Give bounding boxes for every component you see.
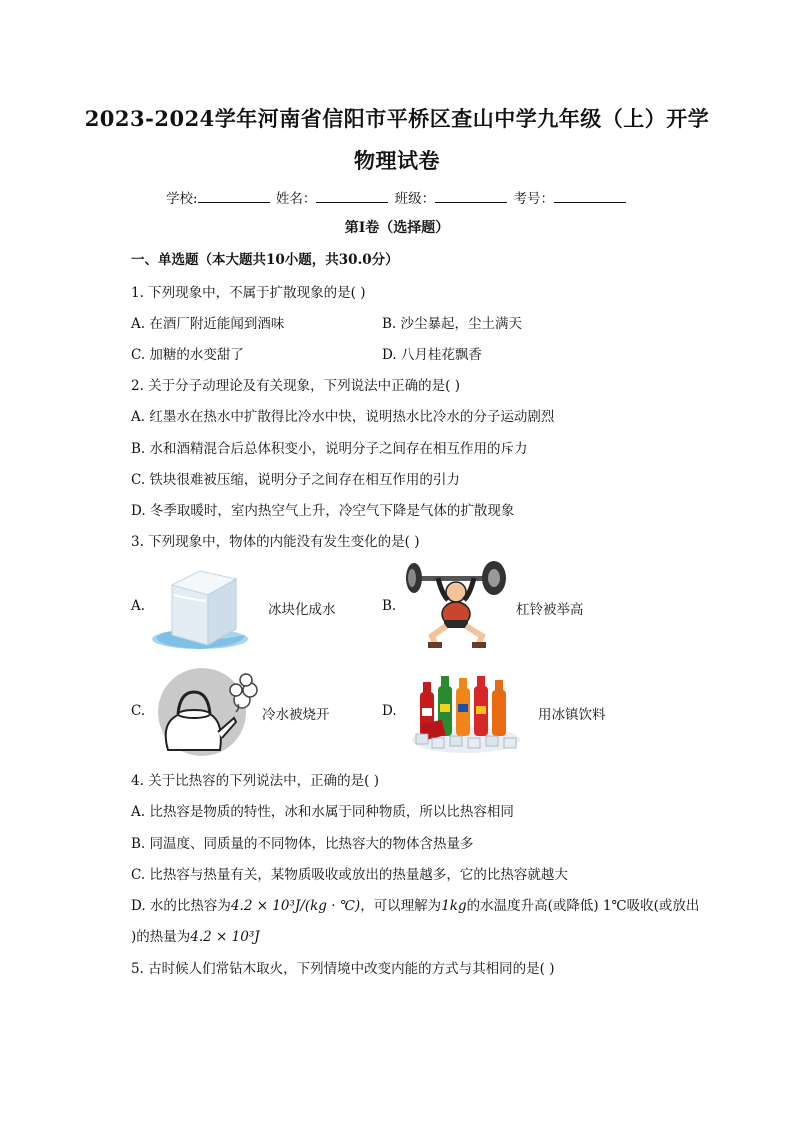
iced-drinks-icon xyxy=(410,664,522,754)
option-d-line2-prefix: )的热量为 xyxy=(131,929,191,945)
option-d-rest: 的水温度升高(或降低) 1℃吸收(或放出 xyxy=(466,898,700,914)
question-1-option-a[interactable]: A. 在酒厂附近能闻到酒味 xyxy=(131,316,285,332)
volume-heading: 第I卷（选择题） xyxy=(344,220,450,236)
question-4-option-b[interactable]: B. 同温度、同质量的不同物体，比热容大的物体含热量多 xyxy=(131,836,474,852)
question-1-option-d[interactable]: D. 八月桂花飘香 xyxy=(382,347,482,363)
question-5-stem: 5. 古时候人们常钻木取火，下列情境中改变内能的方式与其相同的是( ) xyxy=(131,961,555,977)
weightlifter-icon xyxy=(402,560,508,650)
ice-cube-melting-icon xyxy=(150,565,250,651)
question-2-stem: 2. 关于分子动理论及有关现象，下列说法中正确的是( ) xyxy=(131,378,460,394)
mass-value: 1kg xyxy=(441,898,467,914)
boiling-kettle-icon xyxy=(150,666,262,758)
question-4-option-a[interactable]: A. 比热容是物质的特性，冰和水属于同种物质，所以比热容相同 xyxy=(131,804,514,820)
question-1-option-c[interactable]: C. 加糖的水变甜了 xyxy=(131,347,244,363)
question-3-option-b-caption: 杠铃被举高 xyxy=(516,602,584,618)
question-3-option-a-caption: 冰块化成水 xyxy=(268,602,336,618)
question-3-option-a-letter[interactable]: A. xyxy=(131,598,146,614)
exam-no-blank[interactable] xyxy=(554,190,626,203)
option-d-middle: ，可以理解为 xyxy=(360,898,442,914)
school-label: 学校: xyxy=(166,191,198,207)
question-2-option-b[interactable]: B. 水和酒精混合后总体积变小，说明分子之间存在相互作用的斥力 xyxy=(131,441,528,457)
question-3-option-d-letter[interactable]: D. xyxy=(382,703,397,719)
section-heading: 一、单选题（本大题共10小题，共30.0分） xyxy=(131,252,399,268)
exam-title-line2: 物理试卷 xyxy=(354,148,440,173)
name-label: 姓名： xyxy=(275,191,317,207)
class-blank[interactable] xyxy=(435,190,507,203)
question-3-stem: 3. 下列现象中，物体的内能没有发生变化的是( ) xyxy=(131,534,420,550)
student-info-row xyxy=(0,187,794,207)
question-4-option-d[interactable] xyxy=(131,894,699,914)
class-label: 班级： xyxy=(394,191,436,207)
exam-title-line1: 2023-2024学年河南省信阳市平桥区查山中学九年级（上）开学 xyxy=(84,106,710,131)
exam-no-label: 考号： xyxy=(513,191,554,207)
question-4-option-c[interactable]: C. 比热容与热量有关，某物质吸收或放出的热量越多，它的比热容就越大 xyxy=(131,867,568,883)
question-1-option-b[interactable]: B. 沙尘暴起，尘土满天 xyxy=(382,316,523,332)
school-blank[interactable] xyxy=(198,190,270,203)
question-2-option-c[interactable]: C. 铁块很难被压缩，说明分子之间存在相互作用的引力 xyxy=(131,472,460,488)
question-3-option-c-caption: 冷水被烧开 xyxy=(262,707,330,723)
name-blank[interactable] xyxy=(316,190,388,203)
option-d-prefix: D. 水的比热容为 xyxy=(131,898,231,914)
question-3-option-c-letter[interactable]: C. xyxy=(131,703,146,719)
specific-heat-formula: 4.2 × 10³J/(kg · ℃) xyxy=(230,898,361,914)
question-2-option-a[interactable]: A. 红墨水在热水中扩散得比冷水中快，说明热水比冷水的分子运动剧烈 xyxy=(131,409,555,425)
question-4-option-d-line2 xyxy=(131,925,260,945)
question-2-option-d[interactable]: D. 冬季取暖时，室内热空气上升，冷空气下降是气体的扩散现象 xyxy=(131,503,515,519)
question-1-stem: 1. 下列现象中，不属于扩散现象的是( ) xyxy=(131,285,366,301)
question-4-stem: 4. 关于比热容的下列说法中，正确的是( ) xyxy=(131,773,379,789)
question-3-option-d-caption: 用冰镇饮料 xyxy=(538,707,606,723)
heat-amount-formula: 4.2 × 10³J xyxy=(190,929,260,945)
question-3-option-b-letter[interactable]: B. xyxy=(382,598,397,614)
